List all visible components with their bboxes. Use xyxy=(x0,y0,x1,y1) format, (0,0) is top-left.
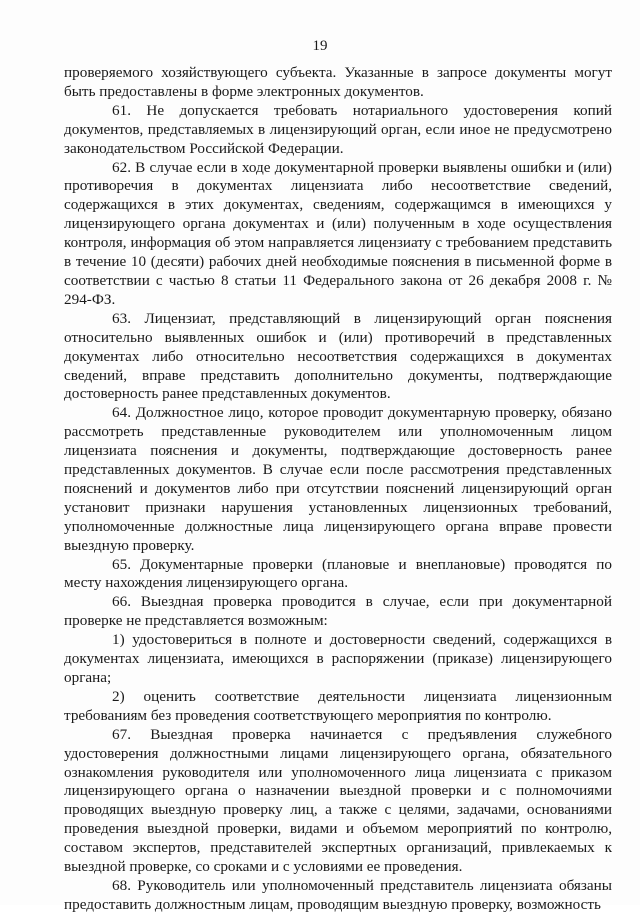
paragraph-p65: 65. Документарные проверки (плановые и внеплановые) проводятся по месту нахождения лицензирующего органа. xyxy=(64,555,612,592)
paragraph-p66: 66. Выездная проверка проводится в случае, если при документарной проверке не представляется возможным: xyxy=(64,593,612,630)
paragraph-p68: 68. Руководитель или уполномоченный представитель лицензиата обязаны предоставить должностным лицам, проводящим выездную проверку, возможность xyxy=(64,876,612,913)
page-number: 19 xyxy=(312,38,328,54)
paragraph-p61: 61. Не допускается требовать нотариального удостоверения копий документов, представляемых в лицензирующий орган, если иное не предусмотрено законодательством Российской Федерации. xyxy=(64,101,612,157)
paragraph-p62: 62. В случае если в ходе документарной проверки выявлены ошибки и (или) противоречия в документах лицензиата либо несоответствие сведений, содержащихся в этих документах, сведениям, содержащимся в имеющихся у лицензирующего органа документах и (или) полученным в ходе осуществления контроля, информация об этом направляется лицензиату с требованием представить в течение 10 (десяти) рабочих дней необходимые пояснения в письменной форме в соответствии с частью 8 статьи 11 Федерального закона от 26 декабря 2008 г. № 294-ФЗ. xyxy=(64,158,612,308)
paragraph-p0: проверяемого хозяйствующего субъекта. Указанные в запросе документы могут быть предоставлены в форме электронных документов. xyxy=(64,64,612,100)
paragraph-p66-1: 1) удостовериться в полноте и достоверности сведений, содержащихся в документах лицензиата, имеющихся в распоряжении (приказе) лицензирующего органа; xyxy=(64,631,612,686)
document-body xyxy=(64,64,612,915)
paragraph-p64: 64. Должностное лицо, которое проводит документарную проверку, обязано рассмотреть представленные руководителем или уполномоченным лицом лицензиата пояснения и документы, подтверждающие достоверность ранее представленных документов. В случае если после рассмотрения представленных пояснений и документов либо при отсутствии пояснений лицензирующий орган установит признаки нарушения установленных лицензионных требований, уполномоченные должностные лица лицензирующего органа вправе провести выездную проверку. xyxy=(64,404,612,554)
paragraph-p67: 67. Выездная проверка начинается с предъявления служебного удостоверения должностными лицами лицензирующего органа, обязательного ознакомления руководителя или уполномоченного лица лицензиата с приказом лицензирующего органа о назначении выездной проверки и с полномочиями проводящих выездную проверку лиц, а также с целями, задачами, основаниями проведения выездной проверки, видами и объемом мероприятий по контролю, составом экспертов, представителей экспертных организаций, привлекаемых к выездной проверке, со сроками и с условиями ее проведения. xyxy=(64,725,612,876)
paragraph-p63: 63. Лицензиат, представляющий в лицензирующий орган пояснения относительно выявленных ошибок и (или) противоречий в представленных документах либо относительно несоответствия содержащихся в документах сведений, вправе представить дополнительно документы, подтверждающие достоверность ранее представленных документов. xyxy=(64,309,612,403)
paragraph-p66-2: 2) оценить соответствие деятельности лицензиата лицензионным требованиям без проведения соответствующего мероприятия по контролю. xyxy=(64,687,612,724)
